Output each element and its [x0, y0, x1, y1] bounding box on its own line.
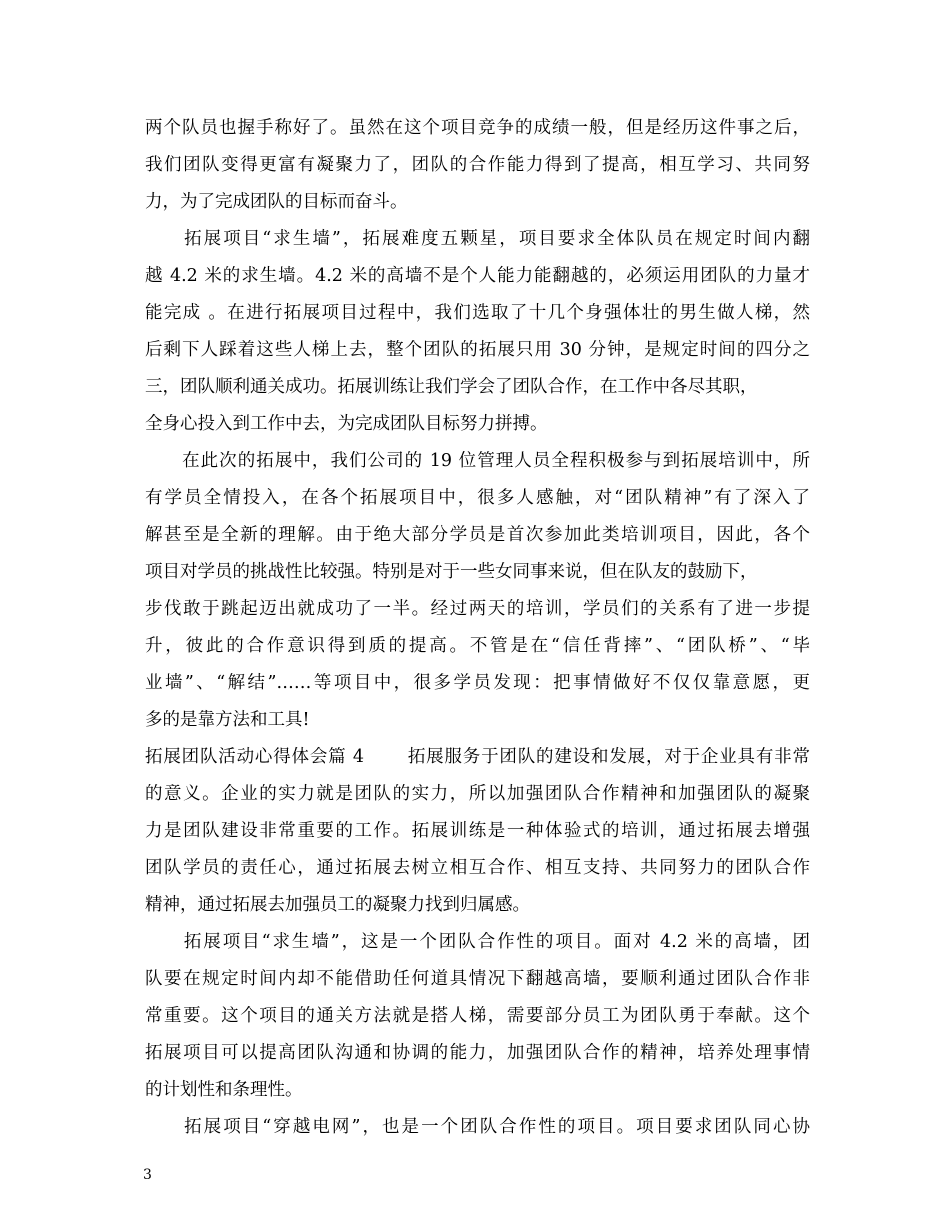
text-line: 拓展项目“穿越电网”，也是一个团队合作性的项目。项目要求团队同心协: [145, 1117, 810, 1137]
text-line: 项目对学员的挑战性比较强。特别是对于一些女同事来说，但在队友的鼓励下，: [145, 562, 758, 582]
text-line: 常重要。这个项目的通关方法就是搭人梯，需要部分员工为团队勇于奉献。这个: [145, 1006, 810, 1026]
text-line: 团队学员的责任心，通过拓展去树立相互合作、相互支持、共同努力的团队合作: [145, 858, 810, 878]
text-line: 升，彼此的合作意识得到质的提高。不管是在“信任背摔”、“团队桥”、“毕: [145, 636, 810, 656]
text-line: 三，团队顺利通关成功。拓展训练让我们学会了团队合作，在工作中各尽其职，: [145, 377, 758, 397]
text-line: 越 4.2 米的求生墙。4.2 米的高墙不是个人能力能翻越的，必须运用团队的力量才: [145, 266, 810, 286]
section-heading-line: 拓展团队活动心得体会篇 4 拓展服务于团队的建设和发展，对于企业具有非常: [145, 747, 810, 767]
text-line: 有学员全情投入，在各个拓展项目中，很多人感触，对“团队精神”有了深入了: [145, 488, 810, 508]
text-line: 的意义。企业的实力就是团队的实力，所以加强团队合作精神和加强团队的凝聚: [145, 784, 810, 804]
text-line: 能完成 。在进行拓展项目过程中，我们选取了十几个身强体壮的男生做人梯，然: [145, 303, 810, 323]
text-line: 我们团队变得更富有凝聚力了，团队的合作能力得到了提高，相互学习、共同努: [145, 155, 810, 175]
text-line: 步伐敢于跳起迈出就成功了一半。经过两天的培训，学员们的关系有了进一步提: [145, 599, 810, 619]
text-line: 精神，通过拓展去加强员工的凝聚力找到归属感。: [145, 895, 530, 915]
text-line: 全身心投入到工作中去，为完成团队目标努力拼搏。: [145, 414, 548, 434]
text-line: 拓展项目可以提高团队沟通和协调的能力，加强团队合作的精神，培养处理事情: [145, 1043, 810, 1063]
text-line: 队要在规定时间内却不能借助任何道具情况下翻越高墙，要顺利通过团队合作非: [145, 969, 810, 989]
text-line: 拓展项目“求生墙”，这是一个团队合作性的项目。面对 4.2 米的高墙，团: [145, 932, 810, 952]
text-line: 两个队员也握手称好了。虽然在这个项目竞争的成绩一般，但是经历这件事之后，: [145, 118, 810, 138]
text-line: 拓展项目“求生墙”，拓展难度五颗星，项目要求全体队员在规定时间内翻: [145, 229, 810, 249]
text-line: 解甚至是全新的理解。由于绝大部分学员是首次参加此类培训项目，因此，各个: [145, 525, 810, 545]
page-number: 3: [143, 1167, 152, 1183]
text-line: 后剩下人踩着这些人梯上去，整个团队的拓展只用 30 分钟，是规定时间的四分之: [145, 340, 810, 360]
text-line: 力是团队建设非常重要的工作。拓展训练是一种体验式的培训，通过拓展去增强: [145, 821, 810, 841]
text-line: 业墙”、“解结”……等项目中，很多学员发现：把事情做好不仅仅靠意愿，更: [145, 673, 810, 693]
text-line: 多的是靠方法和工具!: [145, 710, 310, 730]
text-line: 在此次的拓展中，我们公司的 19 位管理人员全程积极参与到拓展培训中，所: [145, 451, 810, 471]
text-line: 的计划性和条理性。: [145, 1080, 303, 1100]
text-line: 力，为了完成团队的目标而奋斗。: [145, 192, 408, 212]
